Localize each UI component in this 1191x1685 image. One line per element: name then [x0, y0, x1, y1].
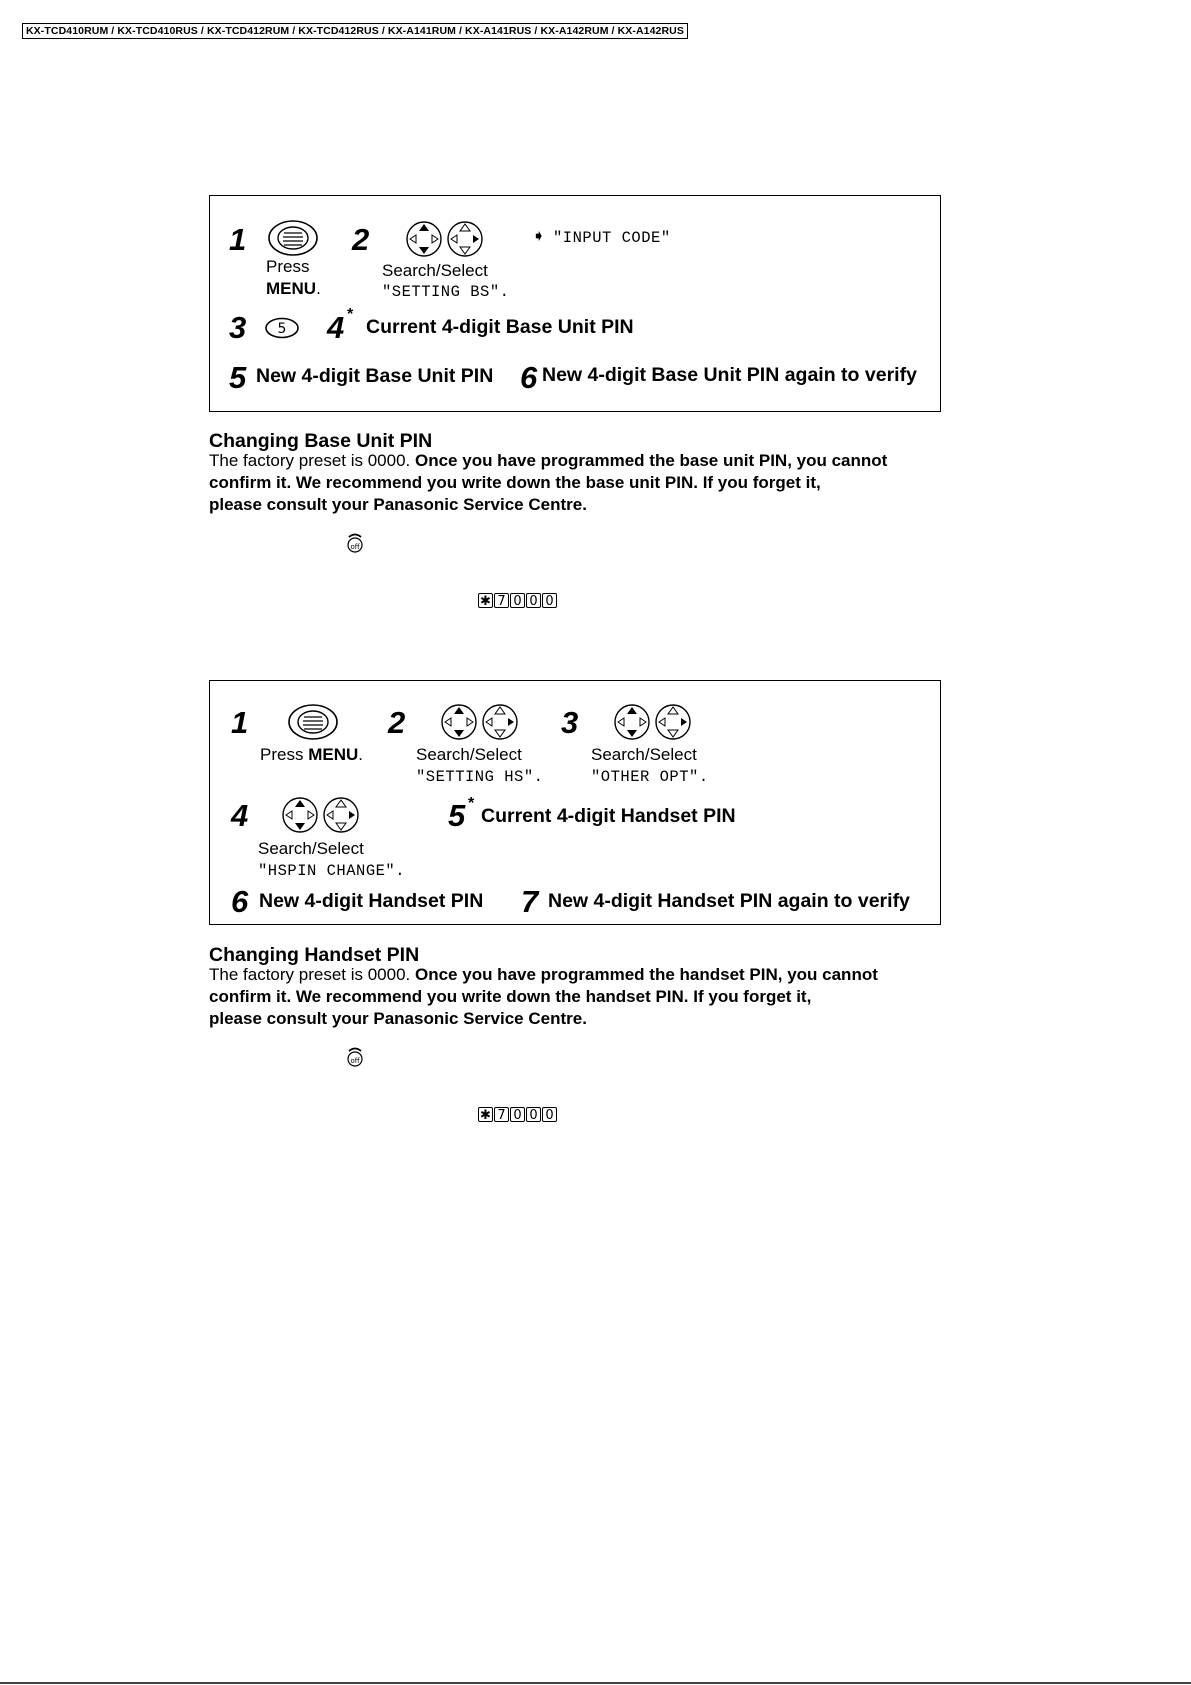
step-6-label: New 4-digit Base Unit PIN again to verify	[542, 364, 917, 386]
navigator-key-icon	[613, 703, 693, 741]
setting-bs-display: "SETTING BS".	[382, 283, 510, 301]
footer-rule	[0, 1682, 1191, 1684]
step-7-label: New 4-digit Handset PIN again to verify	[548, 890, 910, 912]
svg-text:off: off	[350, 543, 360, 551]
key-0: 0	[510, 593, 525, 608]
hspin-change-display: "HSPIN CHANGE".	[258, 862, 406, 880]
step-1-number: 1	[229, 222, 247, 257]
key-0: 0	[510, 1107, 525, 1122]
step-5-number: 5	[448, 798, 466, 833]
step-4-number: 4	[327, 310, 345, 345]
press-label: Press	[266, 257, 310, 276]
input-code-display: "INPUT CODE"	[553, 229, 671, 247]
press-menu-label: Press MENU.	[260, 745, 363, 764]
search-select-label: Search/Select	[416, 745, 522, 764]
step-6-label: New 4-digit Handset PIN	[259, 890, 484, 912]
base-unit-pin-heading: Changing Base Unit PIN	[209, 430, 433, 452]
key-7: 7	[494, 1107, 509, 1122]
handset-off-icon	[346, 532, 364, 554]
handset-pin-text: The factory preset is 0000. Once you have programmed the handset PIN, you cannot confirm it. We recommend you write down the handset PIN. If you forget it, please consult your Panasonic Service Centre.	[209, 965, 878, 1028]
display-arrow-icon: ➧	[532, 228, 546, 245]
step-4-label: Current 4-digit Base Unit PIN	[366, 316, 634, 338]
key-0: 0	[542, 593, 557, 608]
step-4-number: 4	[231, 798, 249, 833]
menu-label: MENU.	[266, 279, 321, 298]
search-select-label: Search/Select	[258, 839, 364, 858]
base-unit-pin-text: The factory preset is 0000. Once you have programmed the base unit PIN, you cannot confirm it. We recommend you write down the base unit PIN. If you forget it, please consult your Panasonic Service Centre.	[209, 451, 888, 514]
key-0: 0	[542, 1107, 557, 1122]
setting-hs-display: "SETTING HS".	[416, 768, 544, 786]
step-7-number: 7	[521, 884, 539, 919]
svg-text:off: off	[350, 1057, 360, 1065]
key-0: 0	[526, 1107, 541, 1122]
key-0: 0	[526, 593, 541, 608]
navigator-key-icon	[281, 796, 361, 834]
svg-text:5: 5	[277, 321, 287, 337]
menu-key-icon	[267, 219, 319, 257]
step-2-number: 2	[388, 705, 406, 740]
handset-pin-heading: Changing Handset PIN	[209, 944, 420, 966]
search-select-label: Search/Select	[591, 745, 697, 764]
step-5-number: 5	[229, 360, 247, 395]
menu-key-icon	[287, 703, 339, 741]
base-default-key-sequence	[478, 593, 557, 608]
key-7: 7	[494, 593, 509, 608]
navigator-key-icon	[440, 703, 520, 741]
step-2-number: 2	[352, 222, 370, 257]
step-4-asterisk: *	[347, 306, 354, 323]
step-5-asterisk: *	[468, 795, 475, 812]
step-6-number: 6	[520, 360, 538, 395]
handset-off-icon	[346, 1046, 364, 1068]
handset-default-key-sequence	[478, 1107, 557, 1122]
navigator-key-icon	[405, 220, 485, 258]
step-5-label: Current 4-digit Handset PIN	[481, 805, 736, 827]
search-select-label: Search/Select	[382, 261, 488, 280]
step-3-number: 3	[561, 705, 579, 740]
star-key-icon: ✱	[478, 593, 493, 608]
step-5-label: New 4-digit Base Unit PIN	[256, 365, 494, 387]
star-key-icon: ✱	[478, 1107, 493, 1122]
step-6-number: 6	[231, 884, 249, 919]
step-3-number: 3	[229, 310, 247, 345]
step-1-number: 1	[231, 705, 249, 740]
model-header: KX-TCD410RUM / KX-TCD410RUS / KX-TCD412RUM / KX-TCD412RUS / KX-A141RUM / KX-A141RUS / KX-A142RUM / KX-A142RUS	[22, 23, 688, 39]
other-opt-display: "OTHER OPT".	[591, 768, 709, 786]
key-5-icon	[264, 317, 300, 339]
